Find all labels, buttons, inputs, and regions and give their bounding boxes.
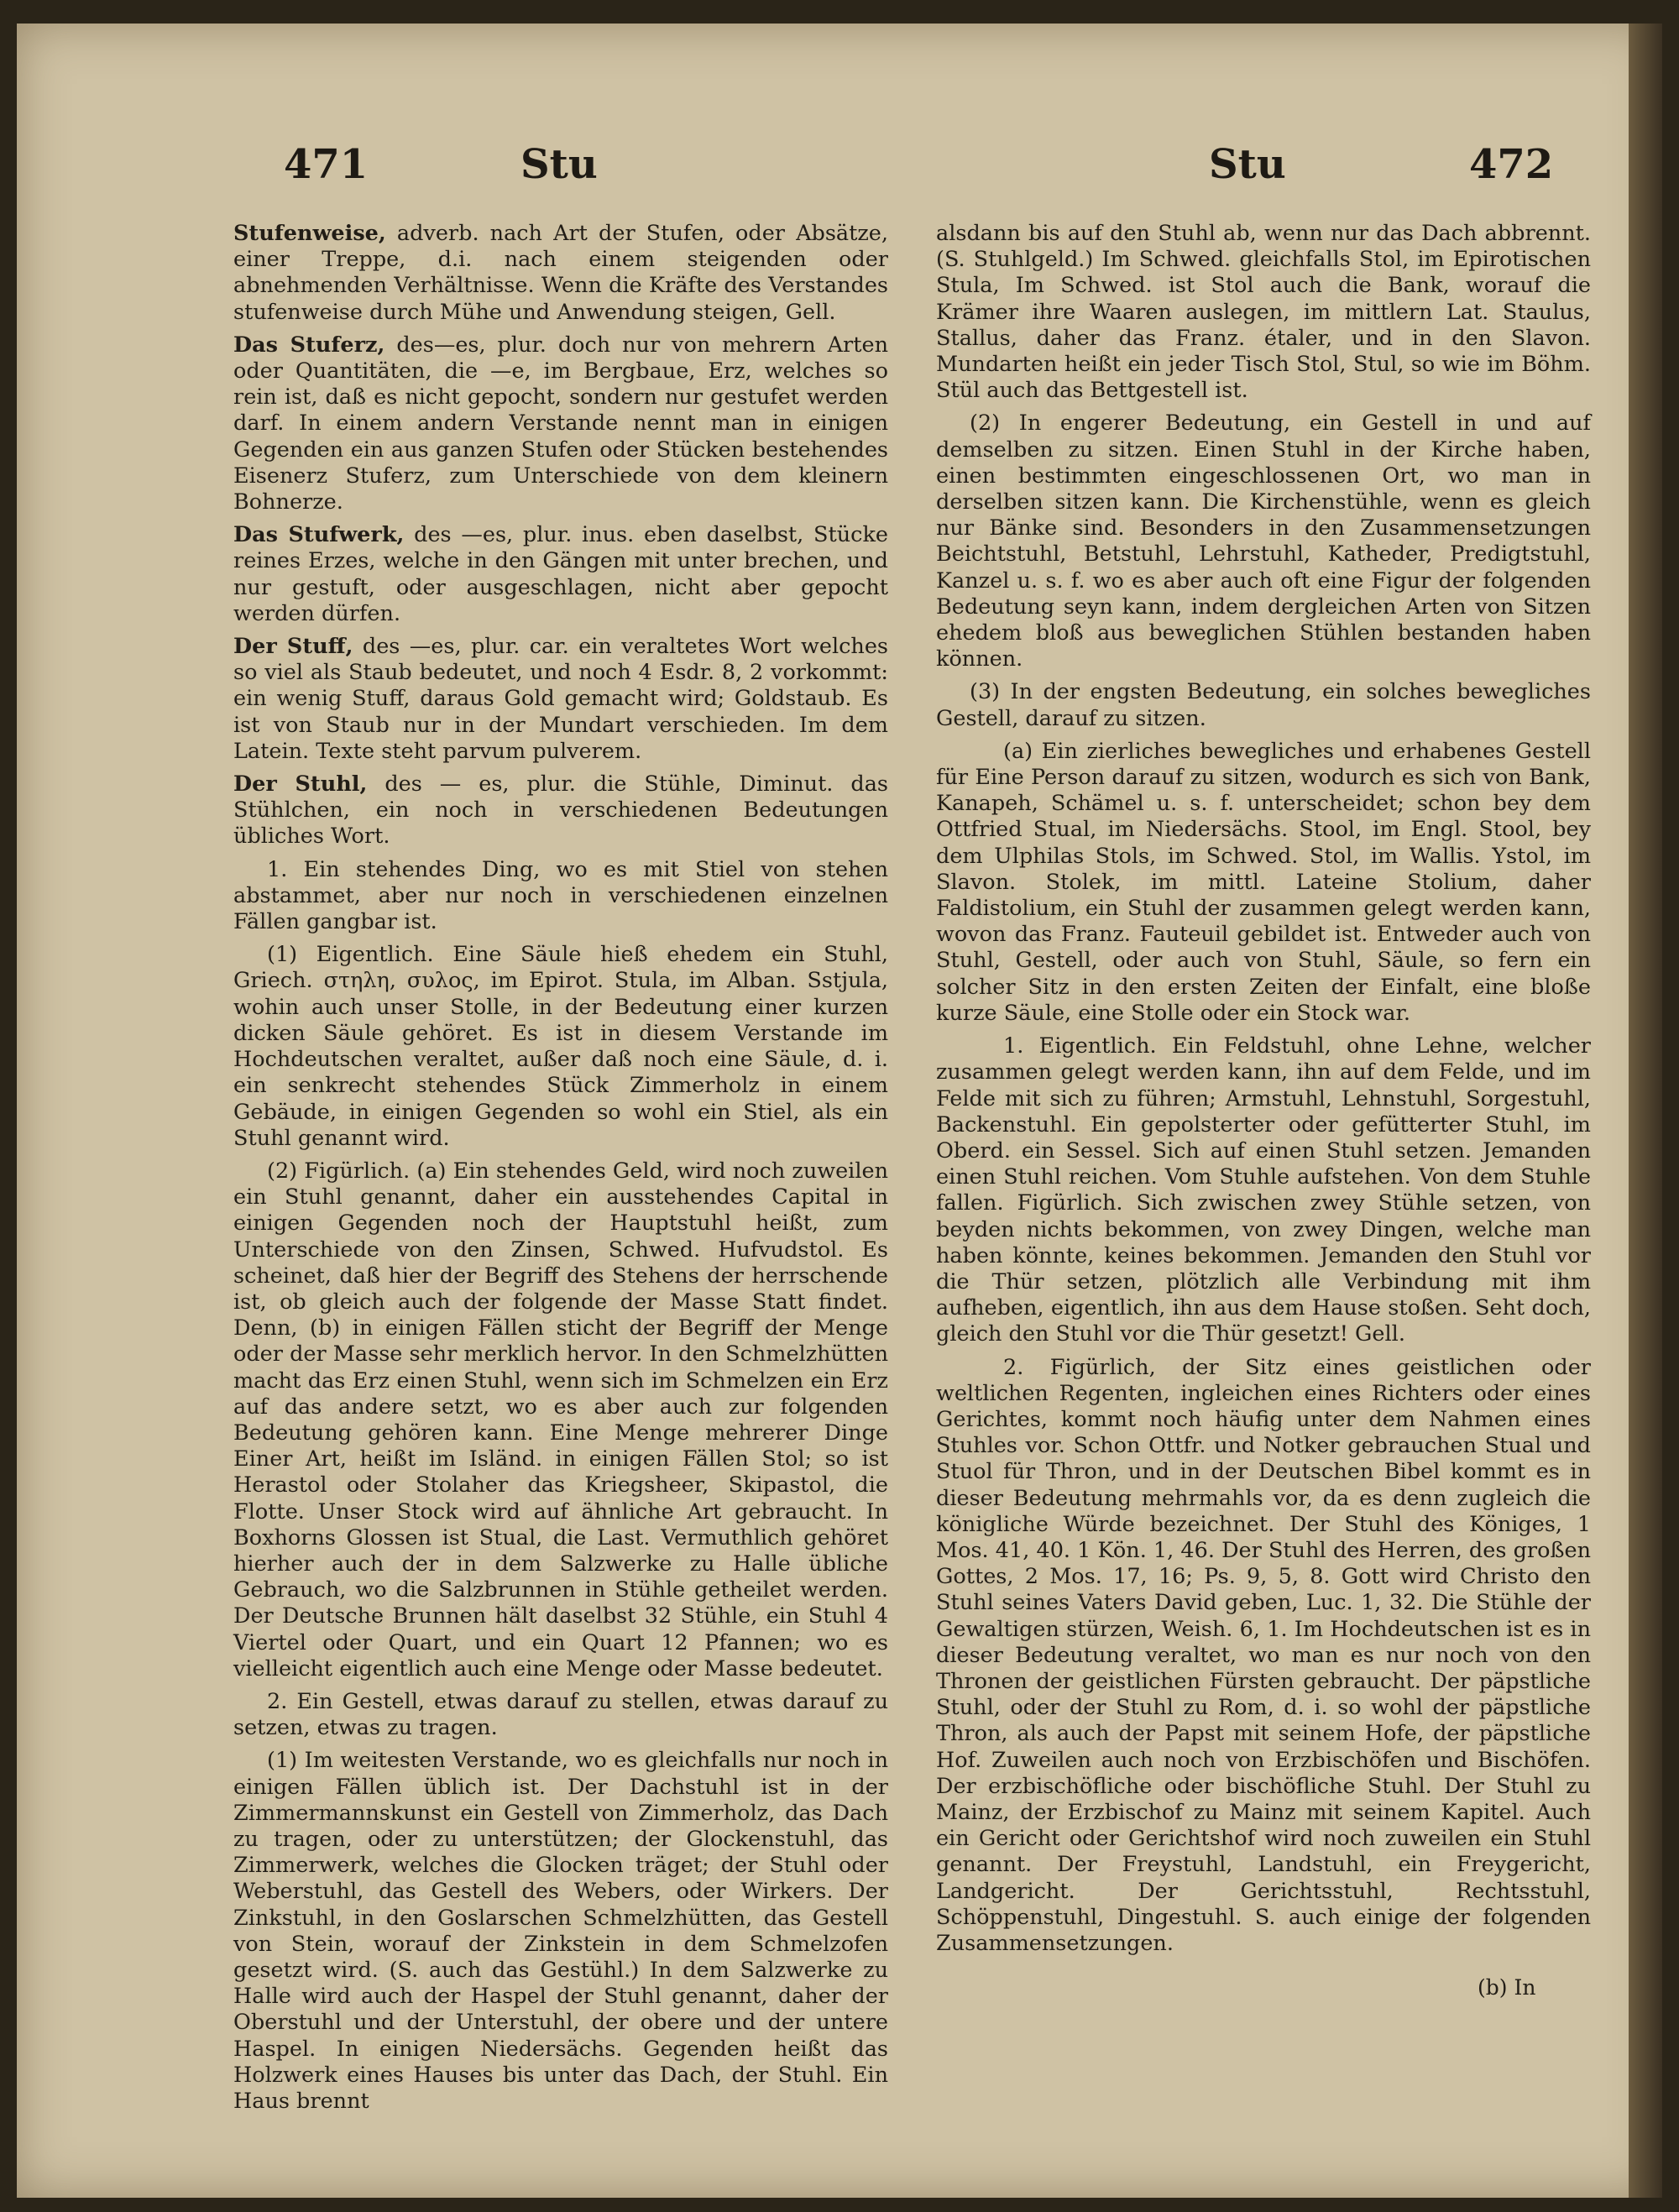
entry-paragraph bbox=[233, 522, 888, 627]
entry-lemma: Stufenweise, bbox=[233, 221, 386, 246]
entry-paragraph bbox=[233, 857, 888, 936]
entry-paragraph bbox=[936, 679, 1591, 731]
entry-paragraph bbox=[936, 221, 1591, 404]
entry-text: (1) Eigentlich. Eine Säule hieß ehedem ein Stuhl, Griech. στηλη, συλος, im Epirot. Stula, im Alban. Sstjula, wohin auch unser Stolle, in der Bedeutung einer kurzen dicken Säule gehöret. Es ist in diesem Verstande im Hochdeutschen veraltet, außer daß noch eine Säule, d. i. ein senkrecht stehendes Stück Zimmerholz in einem Gebäude, in einigen Gegenden so wohl ein Stiel, als ein Stuhl genannt wird. bbox=[233, 942, 888, 1151]
entry-text: des —es, plur. inus. eben daselbst, Stücke reines Erzes, welche in den Gängen mit unter brechen, und nur gestuft, oder ausgeschlagen, nicht aber gepocht werden dürfen. bbox=[233, 522, 888, 626]
entry-lemma: Das Stufwerk, bbox=[233, 522, 405, 548]
entry-paragraph bbox=[233, 1689, 888, 1741]
entry-text: (3) In der engsten Bedeutung, ein solches bewegliches Gestell, darauf zu sitzen. bbox=[936, 679, 1591, 731]
entry-paragraph bbox=[936, 1033, 1591, 1347]
left-column bbox=[233, 221, 888, 2121]
entry-text: (1) Im weitesten Verstande, wo es gleichfalls nur noch in einigen Fällen üblich ist. Der Dachstuhl ist in der Zimmermannskunst ein Gestell von Zimmerholz, das Dach zu tragen, oder zu unterstützen; der Glockenstuhl, das Zimmerwerk, welches die Glocken träget; der Stuhl oder Weberstuhl, das Gestell des Webers, oder Wirkers. Der Zinkstuhl, in den Goslarschen Schmelzhütten, das Gestell von Stein, worauf der Zinkstein in dem Schmelzofen gesetzt wird. (S. auch das Gestühl.) In dem Salzwerke zu Halle wird auch der Haspel der Stuhl genannt, daher der Oberstuhl und der Unterstuhl, der obere und der untere Haspel. In einigen Niedersächs. Gegenden heißt das Holzwerk eines Hauses bis unter das Dach, der Stuhl. Ein Haus brennt bbox=[233, 1748, 888, 2115]
entry-text: adverb. nach Art der Stufen, oder Absätze, einer Treppe, d.i. nach einem steigenden oder abnehmenden Verhältnisse. Wenn die Kräfte des Verstandes stufenweise durch Mühe und Anwendung steigen, Gell. bbox=[233, 221, 889, 325]
entry-paragraph bbox=[233, 1158, 888, 1682]
entry-paragraph bbox=[936, 411, 1591, 672]
page-number-left: 471 bbox=[284, 141, 369, 188]
entry-text: 2. Ein Gestell, etwas darauf zu stellen, etwas darauf zu setzen, etwas zu tragen. bbox=[233, 1688, 888, 1741]
page-number-right: 472 bbox=[1469, 141, 1554, 188]
entry-lemma: Das Stuferz, bbox=[233, 332, 385, 358]
entry-text: (a) Ein zierliches bewegliches und erhabenes Gestell für Eine Person darauf zu sitzen, wodurch es sich von Bank, Kanapeh, Schämel u. s. f. unterscheidet; schon bey dem Ottfried Stual, im Niedersächs. Stool, im Engl. Stool, bey dem Ulphilas Stols, im Schwed. Stol, im Wallis. Ystol, im Slavon. Stolek, im mittl. Lateine Stolium, daher Faldistolium, ein Stuhl der zusammen gelegt werden kann, wovon das Franz. Fauteuil gebildet ist. Entweder auch von Stuhl, Gestell, oder auch von Stuhl, Säule, so fern ein solcher Sitz in den ersten Zeiten der Einfalt, eine bloße kurze Säule, eine Stolle oder ein Stock war. bbox=[936, 738, 1591, 1026]
entry-paragraph bbox=[233, 1748, 888, 2115]
entry-paragraph bbox=[233, 221, 888, 326]
entry-text: (2) In engerer Bedeutung, ein Gestell in und auf demselben zu sitzen. Einen Stuhl in der Kirche haben, einen bestimmten eingeschlossenen Ort, wo man in derselben sitzen kann. Die Kirchenstühle, wenn es gleich nur Bänke sind. Besonders in den Zusammensetzungen Beichtstuhl, Betstuhl, Lehrstuhl, Katheder, Predigtstuhl, Kanzel u. s. f. wo es aber auch oft eine Figur der folgenden Bedeutung seyn kann, indem dergleichen Arten von Sitzen ehedem bloß aus beweglichen Stühlen bestanden haben können. bbox=[936, 411, 1591, 672]
entry-text: des — es, plur. die Stühle, Diminut. das Stühlchen, ein noch in verschiedenen Bedeutungen übliches Wort. bbox=[233, 771, 888, 850]
right-column bbox=[936, 221, 1591, 1964]
entry-paragraph bbox=[233, 771, 888, 850]
entry-text: (2) Figürlich. (a) Ein stehendes Geld, wird noch zuweilen ein Stuhl genannt, daher ein ausstehendes Capital in einigen Gegenden noch der Hauptstuhl heißt, zum Unterschiede von den Zinsen, Schwed. Hufvudstol. Es scheinet, daß hier der Begriff des Stehens der herrschende ist, ob gleich auch der folgende der Masse Statt findet. Denn, (b) in einigen Fällen sticht der Begriff der Menge oder der Masse sehr merklich hervor. In den Schmelzhütten macht das Erz einen Stuhl, wenn sich im Schmelzen ein Erz auf das andere setzt, wo es aber auch zur folgenden Bedeutung gehören kann. Eine Menge mehrerer Dinge Einer Art, heißt im Isländ. in einigen Fällen Stol; so ist Herastol oder Stolaher das Kriegsheer, Skipastol, die Flotte. Unser Stock wird auf ähnliche Art gebraucht. In Boxhorns Glossen ist Stual, die Last. Vermuthlich gehöret hierher auch der in dem Salzwerke zu Halle übliche Gebrauch, wo die Salzbrunnen in Stühle getheilet werden. Der Deutsche Brunnen hält daselbst 32 Stühle, ein Stuhl 4 Viertel oder Quart, und ein Quart 12 Pfannen; wo es vielleicht eigentlich auch eine Menge oder Masse bedeutet. bbox=[233, 1158, 888, 1681]
entry-paragraph bbox=[936, 1355, 1591, 1958]
book-page bbox=[17, 24, 1662, 2198]
entry-text: 1. Ein stehendes Ding, wo es mit Stiel von stehen abstammet, aber nur noch in verschiedenen einzelnen Fällen gangbar ist. bbox=[233, 856, 888, 935]
entry-text: des—es, plur. doch nur von mehrern Arten oder Quantitäten, die —e, im Bergbaue, Erz, welches so rein ist, daß es nicht gepocht, sondern nur gestufet werden darf. In einem andern Verstande nennt man in einigen Gegenden ein aus ganzen Stufen oder Stücken bestehendes Eisenerz Stuferz, zum Unterschiede von dem kleinern Bohnerze. bbox=[233, 332, 889, 515]
entry-paragraph bbox=[936, 739, 1591, 1027]
entry-text: 2. Figürlich, der Sitz eines geistlichen oder weltlichen Regenten, ingleichen eines Richters oder eines Gerichtes, kommt noch häufig unter dem Nahmen eines Stuhles vor. Schon Ottfr. und Notker gebrauchen Stual und Stuol für Thron, und in der Deutschen Bibel kommt es in dieser Bedeutung mehrmahls vor, da es denn zugleich die königliche Würde bezeichnet. Der Stuhl des Königes, 1 Mos. 41, 40. 1 Kön. 1, 46. Der Stuhl des Herren, des großen Gottes, 2 Mos. 17, 16; Ps. 9, 5, 8. Gott wird Christo den Stuhl seines Vaters David geben, Luc. 1, 32. Die Stühle der Gewaltigen stürzen, Weish. 6, 1. Im Hochdeutschen ist es in dieser Bedeutung veraltet, wo man es nur noch von den Thronen der geistlichen Fürsten gebraucht. Der päpstliche Stuhl, oder der Stuhl zu Rom, d. i. so wohl der päpstliche Thron, als auch der Papst mit seinem Hofe, der päpstliche Hof. Zuweilen auch noch von Erzbischöfen und Bischöfen. Der erzbischöfliche oder bischöfliche Stuhl. Der Stuhl zu Mainz, der Erzbischof zu Mainz mit seinem Kapitel. Auch ein Gericht oder Gerichtshof wird noch zuweilen ein Stuhl genannt. Der Freystuhl, Landstuhl, ein Freygericht, Landgericht. Der Gerichtsstuhl, Rechtsstuhl, Schöppenstuhl, Dingestuhl. S. auch einige der folgenden Zusammensetzungen. bbox=[936, 1354, 1591, 1956]
entry-text: des —es, plur. car. ein veraltetes Wort welches so viel als Staub bedeutet, und noch 4 Esdr. 8, 2 vorkommt: ein wenig Stuff, daraus Gold gemacht wird; Goldstaub. Es ist von Staub nur in der Mundart verschieden. Im dem Latein. Texte steht parvum pulverem. bbox=[233, 634, 888, 764]
entry-text: 1. Eigentlich. Ein Feldstuhl, ohne Lehne, welcher zusammen gelegt werden kann, ihn auf dem Felde, und im Felde mit sich zu führen; Armstuhl, Lehnstuhl, Sorgestuhl, Backenstuhl. Ein gepolsterter oder gefütterter Stuhl, im Oberd. ein Sessel. Sich auf einen Stuhl setzen. Jemanden einen Stuhl reichen. Vom Stuhle aufstehen. Von dem Stuhle fallen. Figürlich. Sich zwischen zwey Stühle setzen, von beyden nichts bekommen, von zwey Dingen, welche man haben könnte, keines bekommen. Jemanden den Stuhl vor die Thür setzen, plötzlich alle Verbindung mit ihm aufheben, eigentlich, ihn aus dem Hause stoßen. Seht doch, gleich den Stuhl vor die Thür gesetzt! Gell. bbox=[936, 1033, 1591, 1347]
running-head-left: Stu bbox=[520, 141, 598, 188]
entry-lemma: Der Stuhl, bbox=[233, 771, 368, 797]
entry-paragraph bbox=[233, 942, 888, 1152]
entry-paragraph bbox=[233, 634, 888, 765]
running-head-right: Stu bbox=[1209, 141, 1286, 188]
entry-lemma: Der Stuff, bbox=[233, 634, 353, 660]
entry-text: alsdann bis auf den Stuhl ab, wenn nur das Dach abbrennt. (S. Stuhlgeld.) Im Schwed. gleichfalls Stol, im Epirotischen Stula, Im Schwed. ist Stol auch die Bank, worauf die Krämer ihre Waaren auslegen, im mittlern Lat. Staulus, Stallus, daher das Franz. étaler, und in den Slavon. Mundarten heißt ein jeder Tisch Stol, Stul, so wie im Böhm. Stül auch das Bettgestell ist. bbox=[936, 221, 1591, 404]
entry-paragraph bbox=[233, 332, 888, 515]
page-edge-shadow bbox=[1629, 24, 1662, 2198]
catchword: (b) In bbox=[1478, 1975, 1536, 2000]
